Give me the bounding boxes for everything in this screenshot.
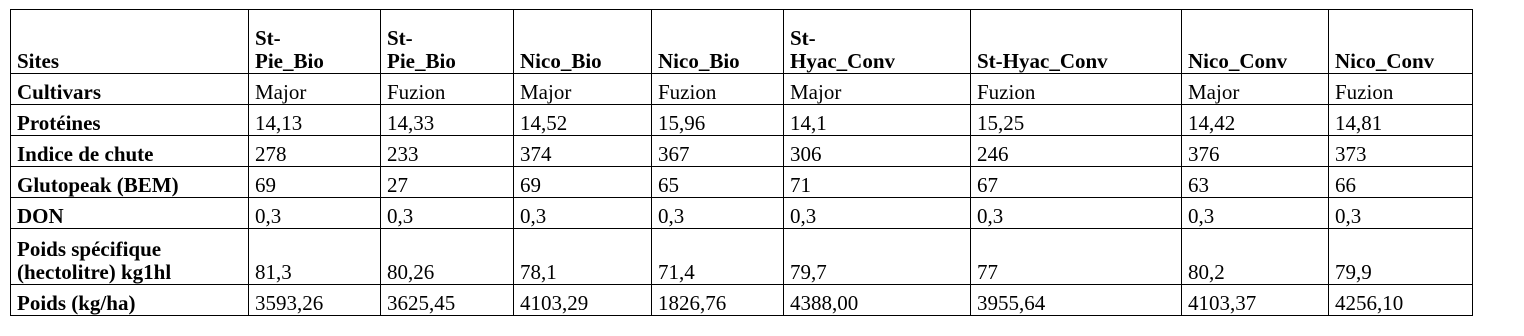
table-cell: Major [514,74,652,105]
table-cell: 0,3 [784,198,971,229]
table-cell: 15,25 [971,105,1182,136]
table-cell: 81,3 [249,229,381,285]
row-label-glutopeak-bem [11,167,249,198]
row-label-poids-specifique-hectolitre-kg1hl [11,229,249,285]
table-cell: 4388,00 [784,285,971,316]
row-label-indice-de-chute [11,136,249,167]
table-cell: 79,7 [784,229,971,285]
table-cell: 376 [1182,136,1329,167]
site-line: St- [790,26,816,50]
table-cell: 367 [652,136,784,167]
table-cell: 14,42 [1182,105,1329,136]
table-row [11,198,1473,229]
row-label-cultivars [11,74,249,105]
site-line: Pie_Bio [387,49,456,73]
table-cell: 66 [1329,167,1473,198]
table-cell: 4256,10 [1329,285,1473,316]
row-label-line: Poids (kg/ha) [17,291,136,315]
table-cell: Major [1182,74,1329,105]
table-cell: 14,81 [1329,105,1473,136]
table-cell: 77 [971,229,1182,285]
site-cell [652,10,784,74]
row-label-line: Cultivars [17,80,101,104]
row-label-line: Poids spécifique [17,237,162,261]
table-cell: 0,3 [381,198,514,229]
table-row [11,136,1473,167]
table-cell: 80,2 [1182,229,1329,285]
table-row [11,285,1473,316]
site-line: Nico_Conv [1335,49,1435,73]
site-line: St- [255,26,281,50]
table-cell: 0,3 [1329,198,1473,229]
table-cell: Fuzion [1329,74,1473,105]
row-label-line: Glutopeak (BEM) [17,173,179,197]
site-line: Hyac_Conv [790,49,895,73]
table-cell: Major [784,74,971,105]
table-cell: 233 [381,136,514,167]
row-label-don [11,198,249,229]
row-label-line: DON [17,204,64,228]
table-cell: 1826,76 [652,285,784,316]
site-cell [971,10,1182,74]
table-cell: 14,1 [784,105,971,136]
table-cell: Major [249,74,381,105]
site-cell [784,10,971,74]
site-line: Nico_Bio [520,49,602,73]
results-table [10,9,1473,316]
table-cell: 4103,37 [1182,285,1329,316]
header-label-sites: Sites [11,10,249,74]
table-cell: 0,3 [652,198,784,229]
table-cell: 14,13 [249,105,381,136]
table-cell: 0,3 [971,198,1182,229]
site-line: St-Hyac_Conv [977,49,1108,73]
table-cell: Fuzion [652,74,784,105]
table-cell: 15,96 [652,105,784,136]
table-cell: 0,3 [249,198,381,229]
table-cell: 0,3 [514,198,652,229]
table-cell: 374 [514,136,652,167]
site-line: Nico_Conv [1188,49,1288,73]
table-cell: 373 [1329,136,1473,167]
row-label-poids-kg-ha [11,285,249,316]
table-cell: 67 [971,167,1182,198]
table-cell: 278 [249,136,381,167]
table-cell: 78,1 [514,229,652,285]
row-label-proteines [11,105,249,136]
site-line: Nico_Bio [658,49,740,73]
table-row [11,74,1473,105]
table-cell: 79,9 [1329,229,1473,285]
table-cell: 14,52 [514,105,652,136]
table-row [11,167,1473,198]
table-row [11,229,1473,285]
site-cell [381,10,514,74]
table-cell: 246 [971,136,1182,167]
table-cell: 65 [652,167,784,198]
table-cell: 27 [381,167,514,198]
table-cell: 69 [514,167,652,198]
table-cell: 0,3 [1182,198,1329,229]
table-cell: Fuzion [381,74,514,105]
table-cell: 71 [784,167,971,198]
table-cell: 63 [1182,167,1329,198]
row-label-line: (hectolitre) kg1hl [17,260,172,284]
site-line: St- [387,26,413,50]
site-cell [1329,10,1473,74]
site-cell [249,10,381,74]
table-cell: 80,26 [381,229,514,285]
table-cell: 3625,45 [381,285,514,316]
table-cell: 14,33 [381,105,514,136]
row-label-line: Protéines [17,111,101,135]
row-label-line: Indice de chute [17,142,154,166]
table-row [11,105,1473,136]
site-cell [1182,10,1329,74]
document-page [10,9,1473,316]
table-cell: 3593,26 [249,285,381,316]
table-cell: 306 [784,136,971,167]
table-cell: Fuzion [971,74,1182,105]
table-cell: 69 [249,167,381,198]
table-cell: 71,4 [652,229,784,285]
header-row [11,10,1473,74]
table-cell: 3955,64 [971,285,1182,316]
table-cell: 4103,29 [514,285,652,316]
site-line: Pie_Bio [255,49,324,73]
site-cell [514,10,652,74]
